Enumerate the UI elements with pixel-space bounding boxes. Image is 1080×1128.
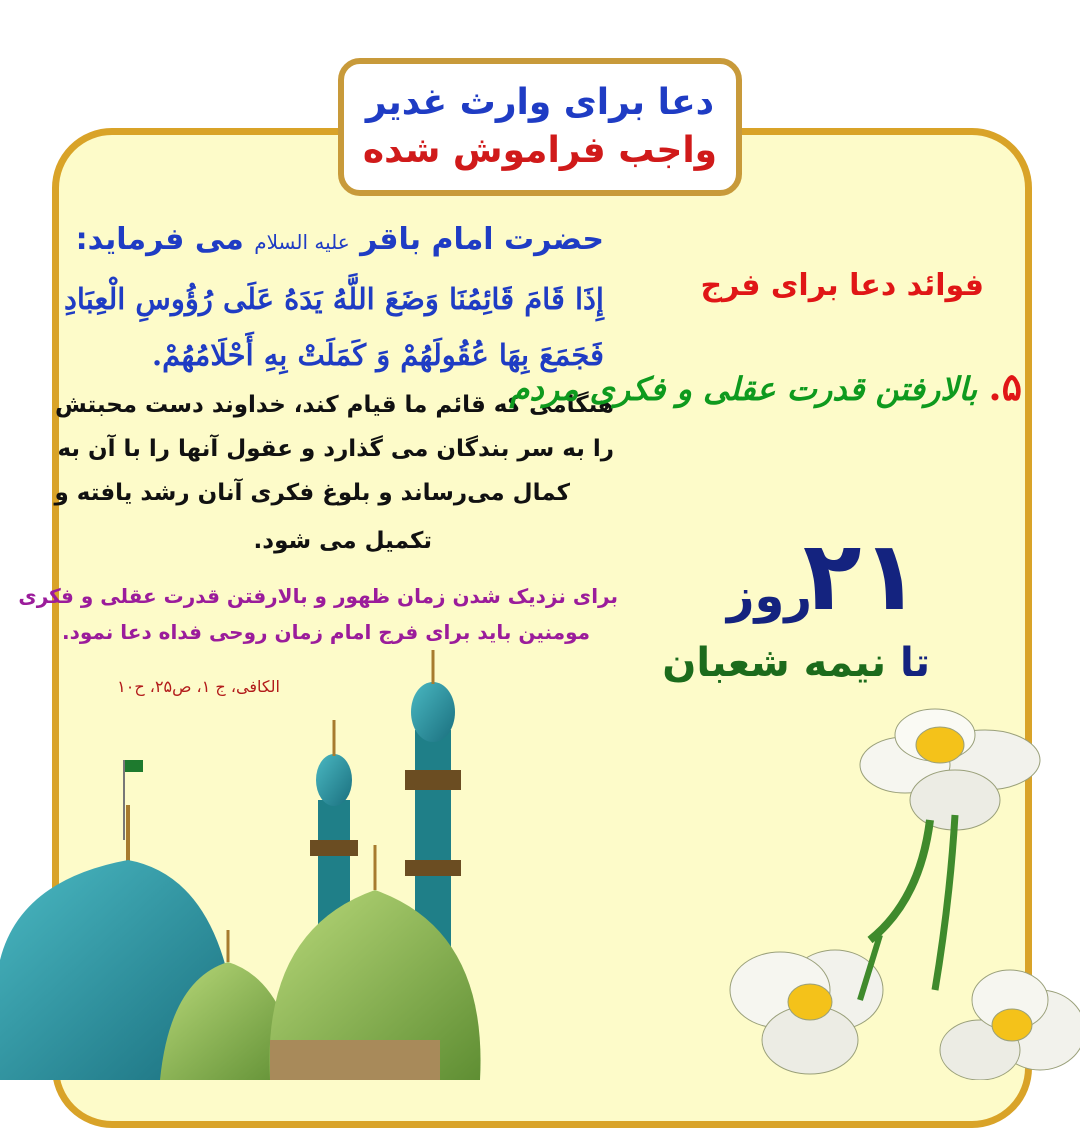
hadith-intro-end: می فرماید:	[75, 222, 244, 257]
arabic-line2: فَجَمَعَ بِهَا عُقُولَهُمْ وَ كَمَلَتْ بِهِ أَحْلَامُهُمْ.	[152, 338, 604, 372]
benefit-item-number: ۵.	[988, 364, 1022, 409]
translation-line2: را به سر بندگان می گذارد و عقول آنها را با آن به	[57, 436, 614, 462]
translation-line1: هنگامی که قائم ما قیام کند، خداوند دست محبتش	[54, 392, 614, 418]
countdown-until-word: تا	[899, 640, 930, 686]
note-line2: مومنین باید برای فرج امام زمان روحی فداه دعا نمود.	[61, 620, 590, 644]
title-line2: واجب فراموش شده	[362, 130, 718, 171]
countdown-event: نیمه شعبان	[662, 640, 887, 686]
hadith-source: الکافی، ج ۱، ص۲۵، ح۱۰	[117, 677, 280, 696]
countdown-number: ۲۱	[802, 520, 920, 632]
arabic-line1: إِذَا قَامَ قَائِمُنَا وَضَعَ اللَّهُ يَدَهُ عَلَى رُؤُوسِ الْعِبَادِ	[63, 282, 604, 316]
hadith-intro-honorific: علیه السلام	[254, 230, 350, 254]
hadith-intro-main: حضرت امام باقر	[360, 222, 604, 257]
note-line1: برای نزدیک شدن زمان ظهور و بالارفتن قدرت عقلی و فکری	[18, 584, 618, 608]
benefits-heading: فوائد دعا برای فرج	[700, 268, 984, 303]
benefit-item-text: بالارفتن قدرت عقلی و فکری مردم	[509, 370, 978, 408]
translation-line3: کمال می‌رساند و بلوغ فکری آنان رشد یافته و	[54, 480, 570, 506]
translation-line4: تکمیل می شود.	[253, 528, 432, 554]
title-line1: دعا برای وارث غدیر	[365, 82, 715, 123]
countdown-unit: روز	[726, 568, 812, 624]
